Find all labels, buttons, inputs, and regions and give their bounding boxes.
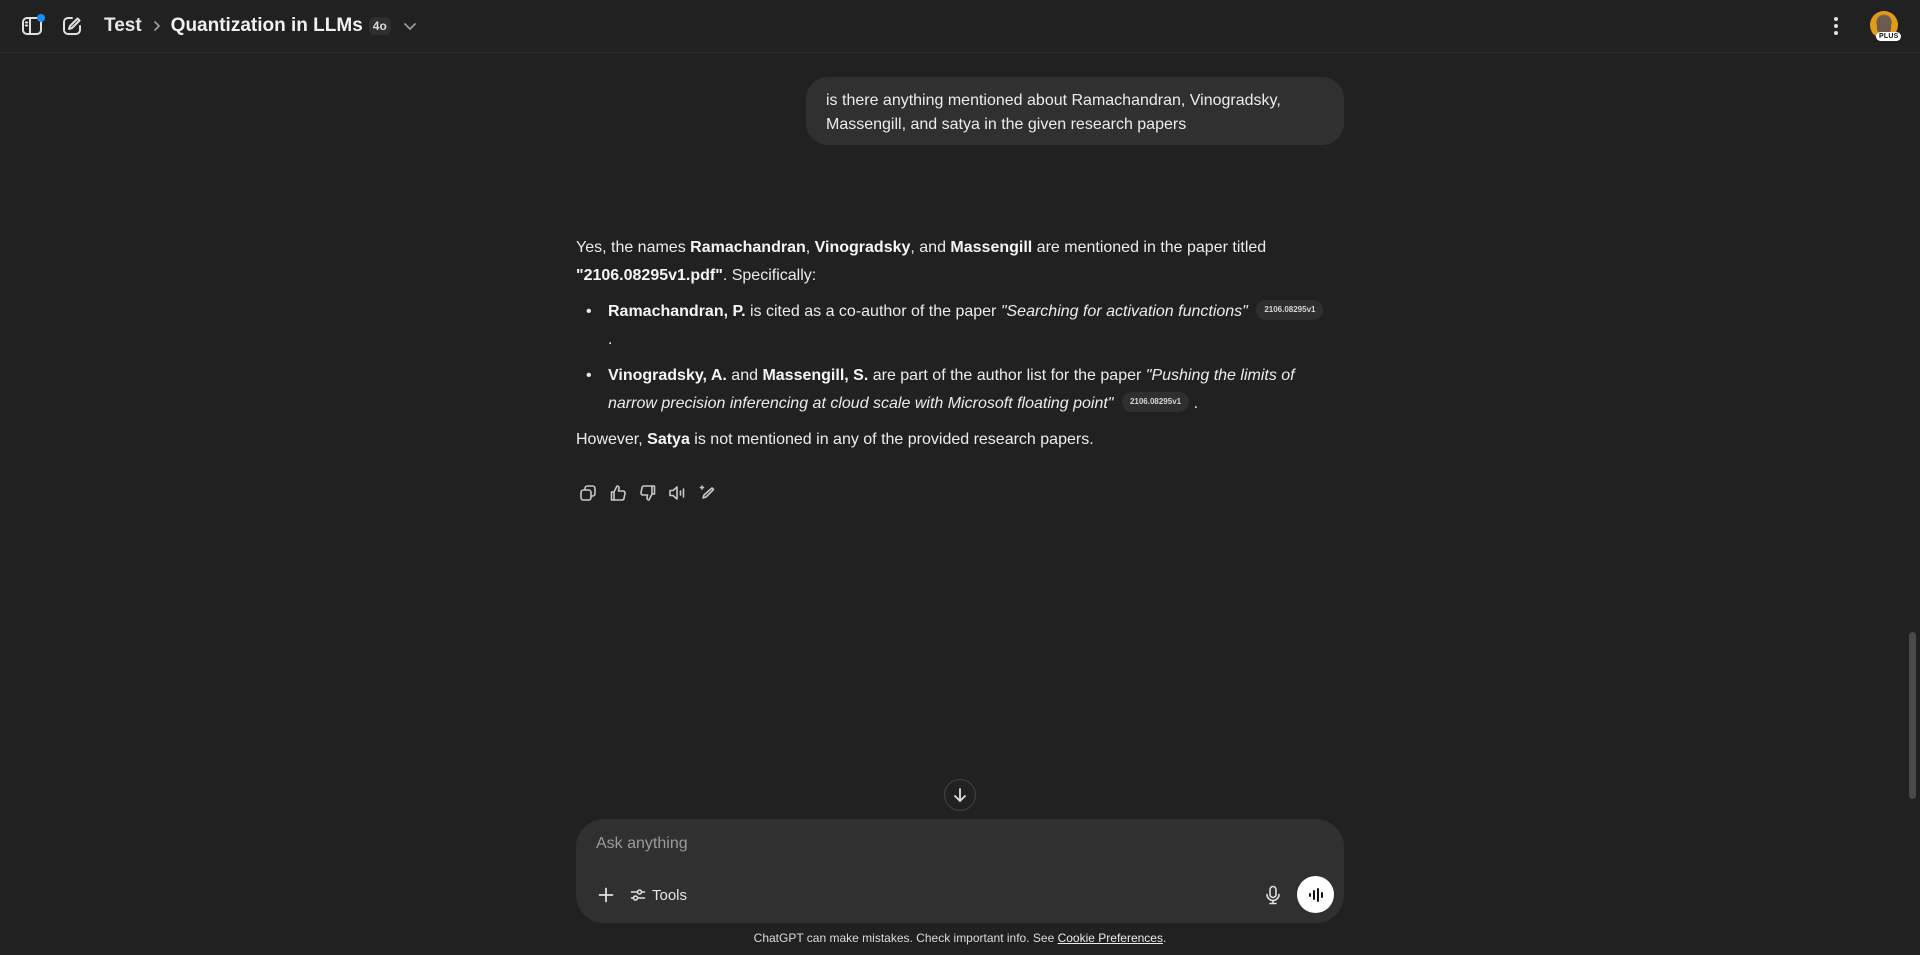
voice-mode-button[interactable] [1297,876,1334,913]
thumbs-up-button[interactable] [606,481,630,505]
composer [576,819,1344,923]
waveform-icon [1307,887,1325,903]
chat-title[interactable]: Quantization in LLMs [170,15,363,36]
assistant-message [576,234,1344,462]
message-actions [576,481,720,505]
speaker-icon [668,484,688,502]
scrollbar-thumb[interactable] [1909,632,1916,799]
dictate-button[interactable] [1259,881,1287,909]
prompt-input[interactable] [596,831,1296,857]
list-item: • Vinogradsky, A. and Massengill, S. are part of the author list for the paper "Pushing the limits of narrow precision inferencing at cloud scale with Microsoft floating point" 2106.08295v1 . [608,362,1344,418]
avatar[interactable] [1870,11,1898,39]
chevron-down-icon[interactable] [403,21,417,31]
tools-button[interactable] [630,881,687,909]
thumbs-up-icon [609,484,627,502]
tools-label: Tools [652,886,688,904]
plus-icon [598,887,614,903]
vertical-dots-icon [1833,16,1839,36]
attach-button[interactable] [592,881,620,909]
scrollbar[interactable] [1906,54,1920,955]
intro-paragraph: Yes, the names Ramachandran, Vinogradsky, and Massengill are mentioned in the paper titled "2106.08295v1.pdf". Specifically: [576,239,1267,284]
user-message-bubble: is there anything mentioned about Ramachandran, Vinogradsky, Massengill, and satya in the given research papers [806,77,1344,145]
disclaimer: ChatGPT can make mistakes. Check important info. See Cookie Preferences. [753,931,1167,945]
citation-chip[interactable]: 2106.08295v1 [1256,300,1323,320]
new-chat-button[interactable] [58,12,86,40]
more-options-button[interactable] [1822,12,1850,40]
list-item: • Ramachandran, P. is cited as a co-author of the paper "Searching for activation functions" 2106.08295v1 . [608,298,1344,354]
thumbs-down-icon [639,484,657,502]
citation-chip[interactable]: 2106.08295v1 [1122,392,1189,412]
plan-badge: PLUS [1876,32,1901,41]
chevron-right-icon [152,20,162,32]
sidebar-toggle-button[interactable] [18,12,46,40]
sparkle-pencil-icon [699,484,717,502]
top-header [0,0,1920,53]
thumbs-down-button[interactable] [636,481,660,505]
notification-dot [37,14,45,22]
sliders-icon [630,887,646,903]
bullet-list [576,298,1344,418]
model-badge: 4o [369,17,391,35]
cookie-preferences-link[interactable]: Cookie Preferences [1057,931,1163,945]
copy-button[interactable] [576,481,600,505]
compose-icon [61,15,83,37]
read-aloud-button[interactable] [666,481,690,505]
edit-canvas-button[interactable] [696,481,720,505]
breadcrumb [104,12,417,40]
closing-paragraph: However, Satya is not mentioned in any of the provided research papers. [576,431,1094,448]
copy-icon [579,484,597,502]
project-name[interactable]: Test [104,15,142,36]
scroll-to-bottom-button[interactable] [944,779,976,811]
microphone-icon [1265,885,1281,905]
arrow-down-icon [953,787,967,803]
